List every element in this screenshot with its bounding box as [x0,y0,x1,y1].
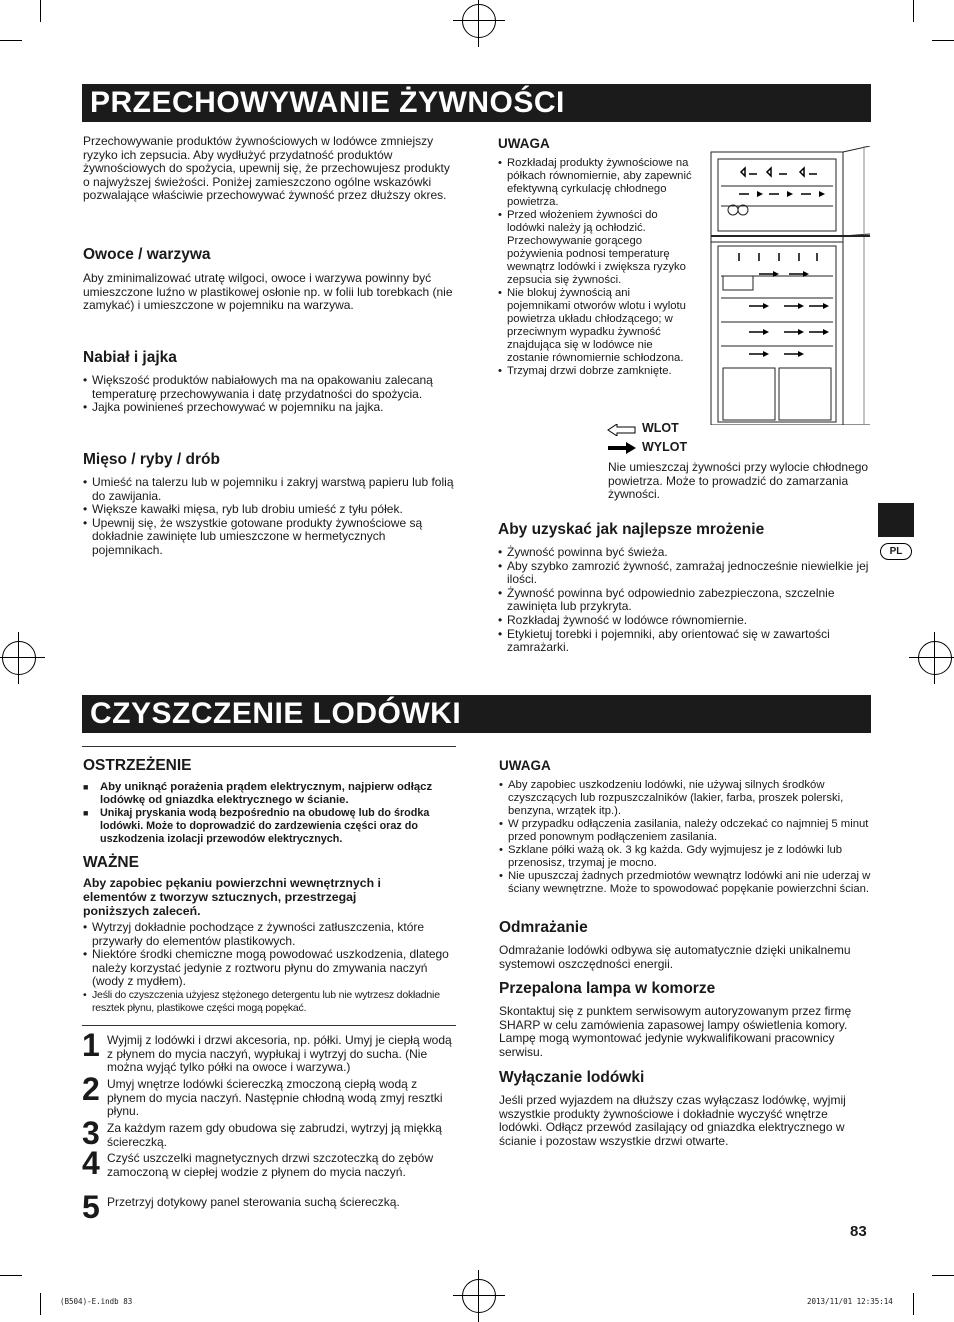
list-item: • Niektóre środki chemiczne mogą powodować uszkodzenia, dlatego należy korzystać jedynie z roztworu płynu do zmywania naczyń (wody z mydłem). [83,948,458,989]
important-list [83,921,458,1015]
divider [82,1025,456,1026]
crop-mark [932,40,954,41]
section-title-cleaning: CZYSZCZENIE LODÓWKI [82,695,871,733]
step-text: Wyjmij z lodówki i drzwi akcesoria, np. półki. Umyj je ciepłą wodą z płynem do mycia naczyń, wypłukaj i wytrzyj do sucha. (Nie można wyjąć tylko półki na owoce i warzywa.) [107,1033,452,1075]
step-text: Za każdym razem gdy obudowa się zabrudzi, wytrzyj ją miękką ściereczką. [107,1121,442,1149]
step-number: 2 [82,1071,100,1107]
step-4 [82,1145,454,1181]
registration-mark [2,641,36,675]
crop-mark [40,0,41,22]
list-item: ■ Unikaj pryskania wodą bezpośrednio na obudowę lub do środka lodówki. Może to doprowadzić do zardzewienia części oraz do uszkodzenia izolacji przewodów elektrycznych. [83,807,457,846]
warning-list [83,781,457,846]
list-item: • Żywność powinna być odpowiednio zabezpieczona, szczelnie zawinięta lub przykryta. [498,587,870,614]
legend-outlet: WYLOT [642,440,688,454]
step-1 [82,1027,454,1075]
step-3 [82,1115,454,1151]
footer-file: (B504)-E.indb 83 [60,1297,133,1306]
divider [82,746,456,747]
list-item: • W przypadku odłączenia zasilania, należy odczekać co najmniej 5 minut przed ponownym podłączeniem zasilania. [499,818,871,844]
crop-mark [40,1293,41,1315]
list-item: • Nie upuszczaj żadnych przedmiotów wewnątrz lodówki ani nie uderzaj w ściany wewnętrzne. Może to spowodować popękanie powierzchni ścian. [499,870,871,896]
fridge-airflow-diagram [709,146,870,425]
list-item: • Nie blokuj żywnością ani pojemnikami otworów wlotu i wylotu powietrza układu chłodzącego; w przeciwnym wypadku żywność znajdująca się w lodówce nie zostanie równomiernie schłodzona. [498,287,696,365]
warning-heading: OSTRZEŻENIE [83,757,192,774]
list-item: • Żywność powinna być świeża. [498,546,870,560]
cleaning-note-list [499,779,871,896]
step-text: Czyść uszczelki magnetycznych drzwi szczoteczką do zębów zamoczoną w ciepłej wodzie z płynem do mycia naczyń. [107,1151,434,1179]
step-number: 5 [82,1189,100,1225]
dairy-heading: Nabiał i jajka [83,349,177,366]
dairy-list [83,374,458,415]
storage-note-list [498,157,696,378]
list-item: • Jeśli do czyszczenia użyjesz stężonego detergentu lub nie wytrzesz dokładnie resztek płynu, plastikowe części mogą popękać. [83,989,458,1015]
crop-mark [0,1275,22,1276]
list-item: • Etykietuj torebki i pojemniki, aby orientować się w zawartości zamrażarki. [498,628,870,655]
storage-intro: Przechowywanie produktów żywnościowych w lodówce zmniejszy ryzyko ich zepsucia. Aby wydłużyć przydatność produktów żywnościowych do spożycia, upewnij się, że przechowujesz produkty o najwyższej świeżości. Poniżej zamieszczono ogólne wskazówki pozwalające właściwie przechowywać żywność przez dłuższy okres. [83,134,450,203]
fruit-heading: Owoce / warzywa [83,246,211,263]
important-heading: WAŻNE [83,854,139,871]
step-2 [82,1071,454,1119]
page-number: 83 [850,1223,867,1240]
important-lead: Aby zapobiec pękaniu powierzchni wewnętrznych i elementów z tworzyw sztucznych, przestrzegaj poniższych zaleceń. [83,876,381,918]
footer-timestamp: 2013/11/01 12:35:14 [807,1297,893,1306]
step-number: 1 [82,1027,100,1063]
step-number: 4 [82,1145,100,1181]
step-5 [82,1189,454,1225]
list-item: • Aby zapobiec uszkodzeniu lodówki, nie używaj silnych środków czyszczących lub rozpuszczalników (lakier, farba, proszek polerski, benzyna, wrzątek itp.). [499,779,871,818]
defrost-text: Odmrażanie lodówki odbywa się automatycznie dzięki unikalnemu systemowi oszczędności energii. [499,943,851,971]
list-item: • Przed włożeniem żywności do lodówki należy ją ochłodzić. Przechowywanie gorącego pożywienia podnosi temperaturę wewnątrz lodówki i zwiększa ryzyko zepsucia się żywności. [498,209,696,287]
list-item: • Rozkładaj produkty żywnościowe na półkach równomiernie, aby zapewnić efektywną cyrkulację chłodnego powietrza. [498,157,696,209]
crop-mark [0,40,22,41]
freeze-heading: Aby uzyskać jak najlepsze mrożenie [498,521,765,538]
lamp-text: Skontaktuj się z punktem serwisowym autoryzowanym przez firmę SHARP w celu zamówienia zapasowej lampy oświetlenia komory. Lampę mogą wymontować jedynie wykwalifikowani pracownicy serwisu. [499,1004,852,1059]
list-item: • Aby szybko zamrozić żywność, zamrażaj jednocześnie niewielkie jej ilości. [498,560,870,587]
section-title-storage: PRZECHOWYWANIE ŻYWNOŚCI [82,84,871,122]
lamp-heading: Przepalona lampa w komorze [499,980,716,997]
defrost-heading: Odmrażanie [499,919,588,936]
crop-mark [913,1293,914,1315]
list-item: • Wytrzyj dokładnie pochodzące z żywności zatłuszczenia, które przywarły do elementów plastikowych. [83,921,458,948]
list-item: • Większość produktów nabiałowych ma na opakowaniu zalecaną temperaturę przechowywania i datę przydatności do spożycia. [83,374,458,401]
legend-inlet: WLOT [642,421,679,435]
inlet-arrow-icon [607,424,637,436]
crop-mark [932,1275,954,1276]
list-item: • Szklane półki ważą ok. 3 kg każda. Gdy wyjmujesz je z lodówki lub przenosisz, trzymaj je mocno. [499,844,871,870]
meat-list [83,476,455,558]
cleaning-note-heading: UWAGA [499,758,551,773]
vent-note: Nie umieszczaj żywności przy wylocie chłodnego powietrza. Może to prowadzić do zamarzania żywności. [608,460,869,502]
step-text: Przetrzyj dotykowy panel sterowania suchą ściereczką. [107,1195,400,1209]
freeze-list [498,546,870,655]
list-item: • Jajka powinieneś przechowywać w pojemniku na jajka. [83,401,458,415]
turnoff-text: Jeśli przed wyjazdem na dłuższy czas wyłączasz lodówkę, wyjmij wszystkie produkty żywnościowe i dokładnie wyczyść wnętrze lodówki. Odłącz przewód zasilający od gniazdka elektrycznego w ścianie i pozostaw wszystkie drzwi otwarte. [499,1093,846,1148]
list-item: • Upewnij się, że wszystkie gotowane produkty żywnościowe są dokładnie zawinięte lub umieszczone w hermetycznych pojemnikach. [83,517,455,558]
registration-mark [918,641,952,675]
fruit-text: Aby zminimalizować utratę wilgoci, owoce i warzywa powinny być umieszczone luźno w plastikowej osłonie np. w folii lub torebkach (nie zamykać) i umieszczone w pojemniku na warzywa. [83,271,453,313]
list-item: • Rozkładaj żywność w lodówce równomiernie. [498,614,870,628]
step-text: Umyj wnętrze lodówki ściereczką zmoczoną ciepłą wodą z płynem do mycia naczyń. Następnie chłodną wodą zmyj resztki płynu. [107,1077,443,1119]
meat-heading: Mięso / ryby / drób [83,451,220,468]
crop-mark [913,0,914,22]
turnoff-heading: Wyłączanie lodówki [499,1069,645,1086]
outlet-arrow-icon [607,442,637,454]
list-item: • Trzymaj drzwi dobrze zamknięte. [498,365,696,378]
language-badge: PL [880,543,912,560]
side-tab-marker [878,503,914,537]
step-number: 3 [82,1115,100,1151]
registration-mark [462,1279,496,1313]
registration-mark [462,4,496,38]
storage-note-heading: UWAGA [498,136,550,151]
list-item: ■ Aby uniknąć porażenia prądem elektrycznym, najpierw odłącz lodówkę od gniazdka elektrycznego w ścianie. [83,781,457,807]
list-item: • Większe kawałki mięsa, ryb lub drobiu umieść z tyłu półek. [83,503,455,517]
list-item: • Umieść na talerzu lub w pojemniku i zakryj warstwą papieru lub folią do zawijania. [83,476,455,503]
